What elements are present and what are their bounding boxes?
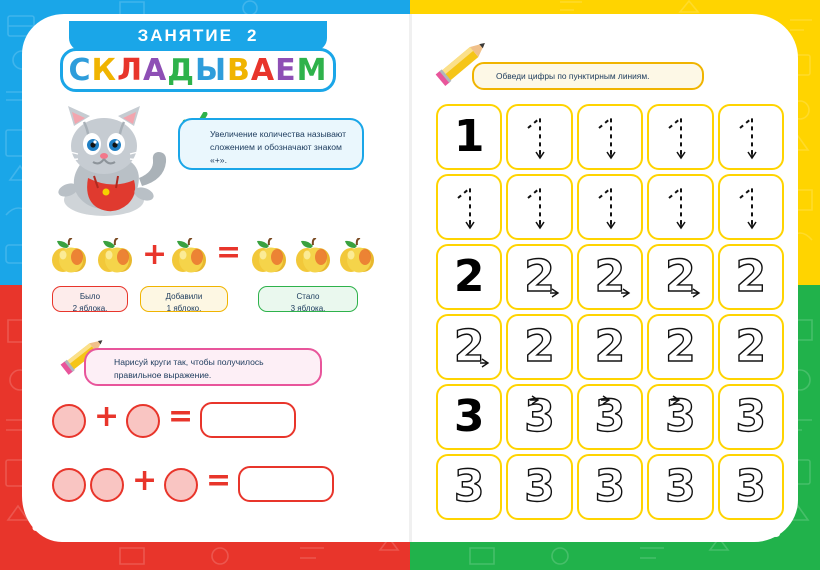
rule-callout: Увеличение количества называют сложением и обозначают знаком «+». <box>178 118 364 170</box>
task-instruction-callout: Нарисуй круги так, чтобы получилось правильное выражение. <box>84 348 322 386</box>
page-number-left: 8 <box>32 518 41 535</box>
trace-cell[interactable] <box>647 174 713 240</box>
lesson-title: СКЛАДЫВАЕМ <box>68 52 328 88</box>
equation-label-added <box>140 286 228 312</box>
trace-cell-model[interactable] <box>436 244 502 310</box>
trace-cell[interactable] <box>647 384 713 450</box>
answer-input-box[interactable] <box>238 466 334 502</box>
digit-glyph: 3 <box>735 391 767 442</box>
plus-sign: + <box>94 399 120 434</box>
trace-cell[interactable] <box>436 454 502 520</box>
apple-icon <box>250 238 288 274</box>
trace-cell[interactable] <box>647 244 713 310</box>
equals-sign: = <box>216 235 242 270</box>
digit-glyph: 2 <box>453 321 485 372</box>
trace-cell[interactable] <box>436 314 502 380</box>
trace-cell[interactable] <box>647 314 713 380</box>
trace-instruction-callout: Обведи цифры по пунктирным линиям. <box>472 62 704 90</box>
answer-circle[interactable] <box>126 404 160 438</box>
label-line-2: 2 яблока. <box>72 303 108 313</box>
digit-glyph: 2 <box>665 251 696 302</box>
equation-label-before <box>52 286 128 312</box>
label-line-2: 3 яблока. <box>290 303 326 313</box>
digit-glyph: 3 <box>665 391 696 442</box>
answer-circle[interactable] <box>164 468 198 502</box>
equation-label-result <box>258 286 358 312</box>
trace-cell-model[interactable] <box>436 104 502 170</box>
trace-cell[interactable] <box>577 454 643 520</box>
trace-cell[interactable] <box>647 104 713 170</box>
digit-glyph: 3 <box>524 391 555 442</box>
label-line-2: 1 яблоко. <box>166 303 202 313</box>
apple-icon <box>96 238 134 274</box>
answer-input-box[interactable] <box>200 402 296 438</box>
digit-glyph: 2 <box>524 321 555 372</box>
apple-icon <box>170 238 208 274</box>
answer-circle[interactable] <box>52 404 86 438</box>
trace-cell[interactable] <box>577 104 643 170</box>
digit-glyph: 2 <box>735 251 767 302</box>
page-number-right: 9 <box>772 524 781 541</box>
equals-sign: = <box>168 399 194 434</box>
trace-cell[interactable] <box>577 244 643 310</box>
answer-circle[interactable] <box>52 468 86 502</box>
apple-icon <box>338 238 376 274</box>
lesson-title-box <box>60 48 336 92</box>
trace-cell[interactable] <box>506 454 572 520</box>
digit-glyph: 3 <box>665 461 696 512</box>
equals-sign: = <box>206 463 232 498</box>
digit-glyph: 1 <box>453 111 485 162</box>
label-line-1: Добавили <box>165 292 203 301</box>
trace-cell[interactable] <box>506 314 572 380</box>
digit-glyph: 3 <box>594 461 626 512</box>
plus-sign: + <box>142 237 168 272</box>
trace-cell[interactable] <box>577 174 643 240</box>
book-spine <box>409 14 412 542</box>
trace-cell[interactable] <box>506 174 572 240</box>
digit-glyph: 2 <box>524 251 555 302</box>
answer-circle[interactable] <box>90 468 124 502</box>
digit-glyph: 3 <box>453 391 485 442</box>
plus-sign: + <box>132 463 158 498</box>
trace-cell[interactable] <box>577 384 643 450</box>
digit-glyph: 3 <box>453 461 485 512</box>
trace-cell[interactable] <box>506 104 572 170</box>
digit-glyph: 3 <box>594 391 626 442</box>
trace-cell[interactable] <box>718 104 784 170</box>
lesson-word: ЗАНЯТИЕ <box>137 26 233 45</box>
trace-cell[interactable] <box>718 384 784 450</box>
digit-glyph: 2 <box>594 251 626 302</box>
trace-cell[interactable] <box>718 314 784 380</box>
digit-glyph: 2 <box>453 251 485 302</box>
trace-cell[interactable] <box>577 314 643 380</box>
apple-icon <box>294 238 332 274</box>
apple-equation <box>44 232 384 282</box>
digit-glyph: 3 <box>735 461 767 512</box>
digit-glyph: 2 <box>594 321 626 372</box>
trace-cell[interactable] <box>718 244 784 310</box>
label-line-1: Стало <box>296 292 320 301</box>
trace-cell-model[interactable] <box>436 384 502 450</box>
digit-glyph: 2 <box>665 321 696 372</box>
label-line-1: Было <box>79 292 101 301</box>
task-row[interactable] <box>44 399 374 446</box>
lesson-number: 2 <box>246 26 259 45</box>
apple-icon <box>50 238 88 274</box>
trace-cell[interactable] <box>506 384 572 450</box>
task-row[interactable] <box>44 463 374 510</box>
trace-cell[interactable] <box>436 174 502 240</box>
trace-cell[interactable] <box>506 244 572 310</box>
digit-tracing-grid <box>436 104 784 520</box>
digit-glyph: 2 <box>735 321 767 372</box>
digit-glyph: 3 <box>524 461 555 512</box>
trace-cell[interactable] <box>647 454 713 520</box>
kitten-illustration <box>44 104 176 220</box>
trace-cell[interactable] <box>718 454 784 520</box>
trace-cell[interactable] <box>718 174 784 240</box>
